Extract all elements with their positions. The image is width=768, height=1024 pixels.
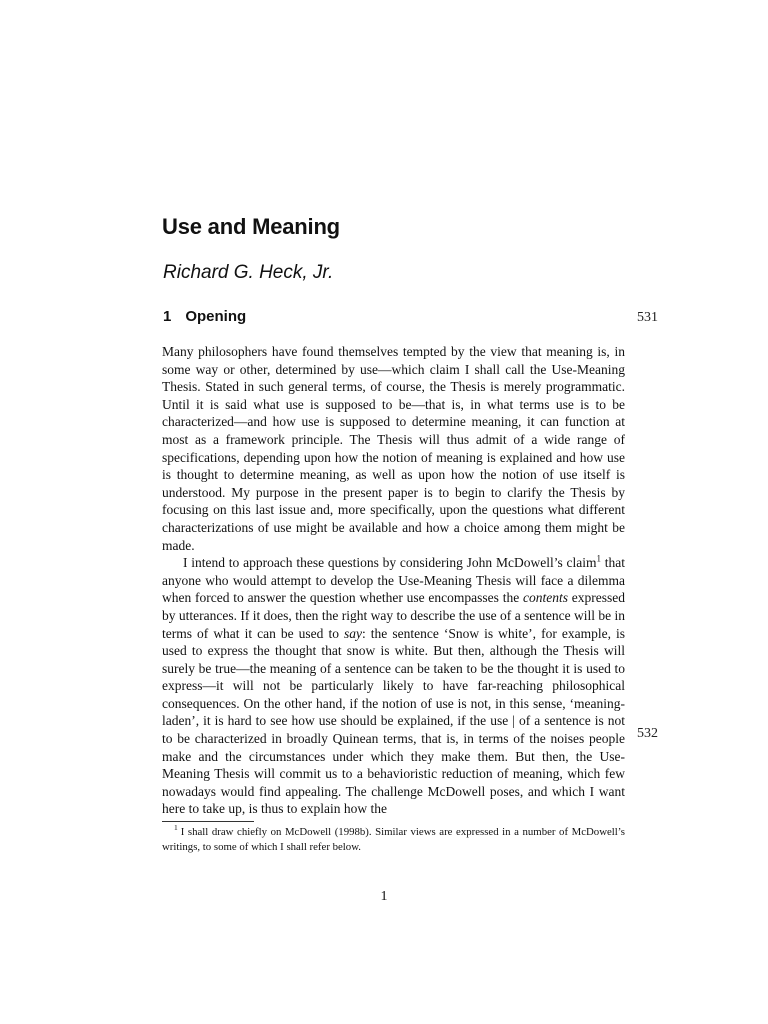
section-heading xyxy=(163,308,246,325)
page-number: 1 xyxy=(380,889,388,904)
section-number: 1 xyxy=(163,308,172,325)
paper-title: Use and Meaning xyxy=(162,214,340,239)
paragraph xyxy=(162,554,625,818)
paragraph: Many philosophers have found themselves tempted by the view that meaning is, in some way or other, determined by use—which claim I shall call the Use-Meaning Thesis. Stated in such general terms, of course, the Thesis is merely programmatic. Until it is said what use is supposed to be—that is, in what terms use is to be characterized—and how use is supposed to determine meaning, it can function at most as a framework principle. The Thesis will thus admit of a wide range of specifications, depending upon how the notion of meaning is explained and how use is thought to determine meaning, as well as upon how the notion of use itself is understood. My purpose in the present paper is to begin to clarify the Thesis by focusing on this last issue and, more specifically, upon the questions what different characterizations of use might be available and how a choice among them might be made. xyxy=(162,344,625,553)
text-run: I intend to approach these questions by considering John McDowell’s claim xyxy=(183,555,597,571)
body-text xyxy=(162,343,625,818)
footnote-text: I shall draw chiefly on McDowell (1998b). Similar views are expressed in a number of McDowell’s writings, to some of which I shall refer below. xyxy=(162,826,625,853)
text-run: that anyone who would attempt to develop the Use-Meaning Thesis will face a dilemma when forced to answer the question whether use encompasses the xyxy=(162,555,625,606)
text-run: : the sentence ‘Snow is white’, for example, is used to express the thought that snow is white. But then, although the Thesis will surely be true—the meaning of a sentence can be taken to be the thought it is used to express—it will not be particularly likely to have far-reaching philosophical consequences. On the other hand, if the notion of use is not, in this sense, ‘meaning-laden’, it is hard to see how use should be explained, if the use | of a sentence is not to be characterized in broadly Quinean terms, that is, in terms of the noises people make and the circumstances under which they make them. But then, the Use-Meaning Thesis will commit us to a behavioristic reduction of meaning, which few nowadays would find appealing. The challenge McDowell poses, and which I want here to take up, is thus to explain how the xyxy=(162,625,625,817)
footnote-mark: 1 xyxy=(174,823,178,833)
text-run: expressed by utterances. If it does, then the right way to describe the use of a sentence will be in terms of what it can be used to xyxy=(162,590,625,641)
author-name: Richard G. Heck, Jr. xyxy=(163,262,334,283)
emphasis: contents xyxy=(522,590,568,606)
footnote-rule xyxy=(162,821,254,822)
footnote-reference[interactable]: 1 xyxy=(596,553,601,564)
section-title: Opening xyxy=(185,308,247,325)
margin-page-number: 531 xyxy=(637,310,658,325)
footnote xyxy=(162,825,625,855)
margin-page-number: 532 xyxy=(637,726,658,741)
emphasis: say xyxy=(344,625,363,641)
